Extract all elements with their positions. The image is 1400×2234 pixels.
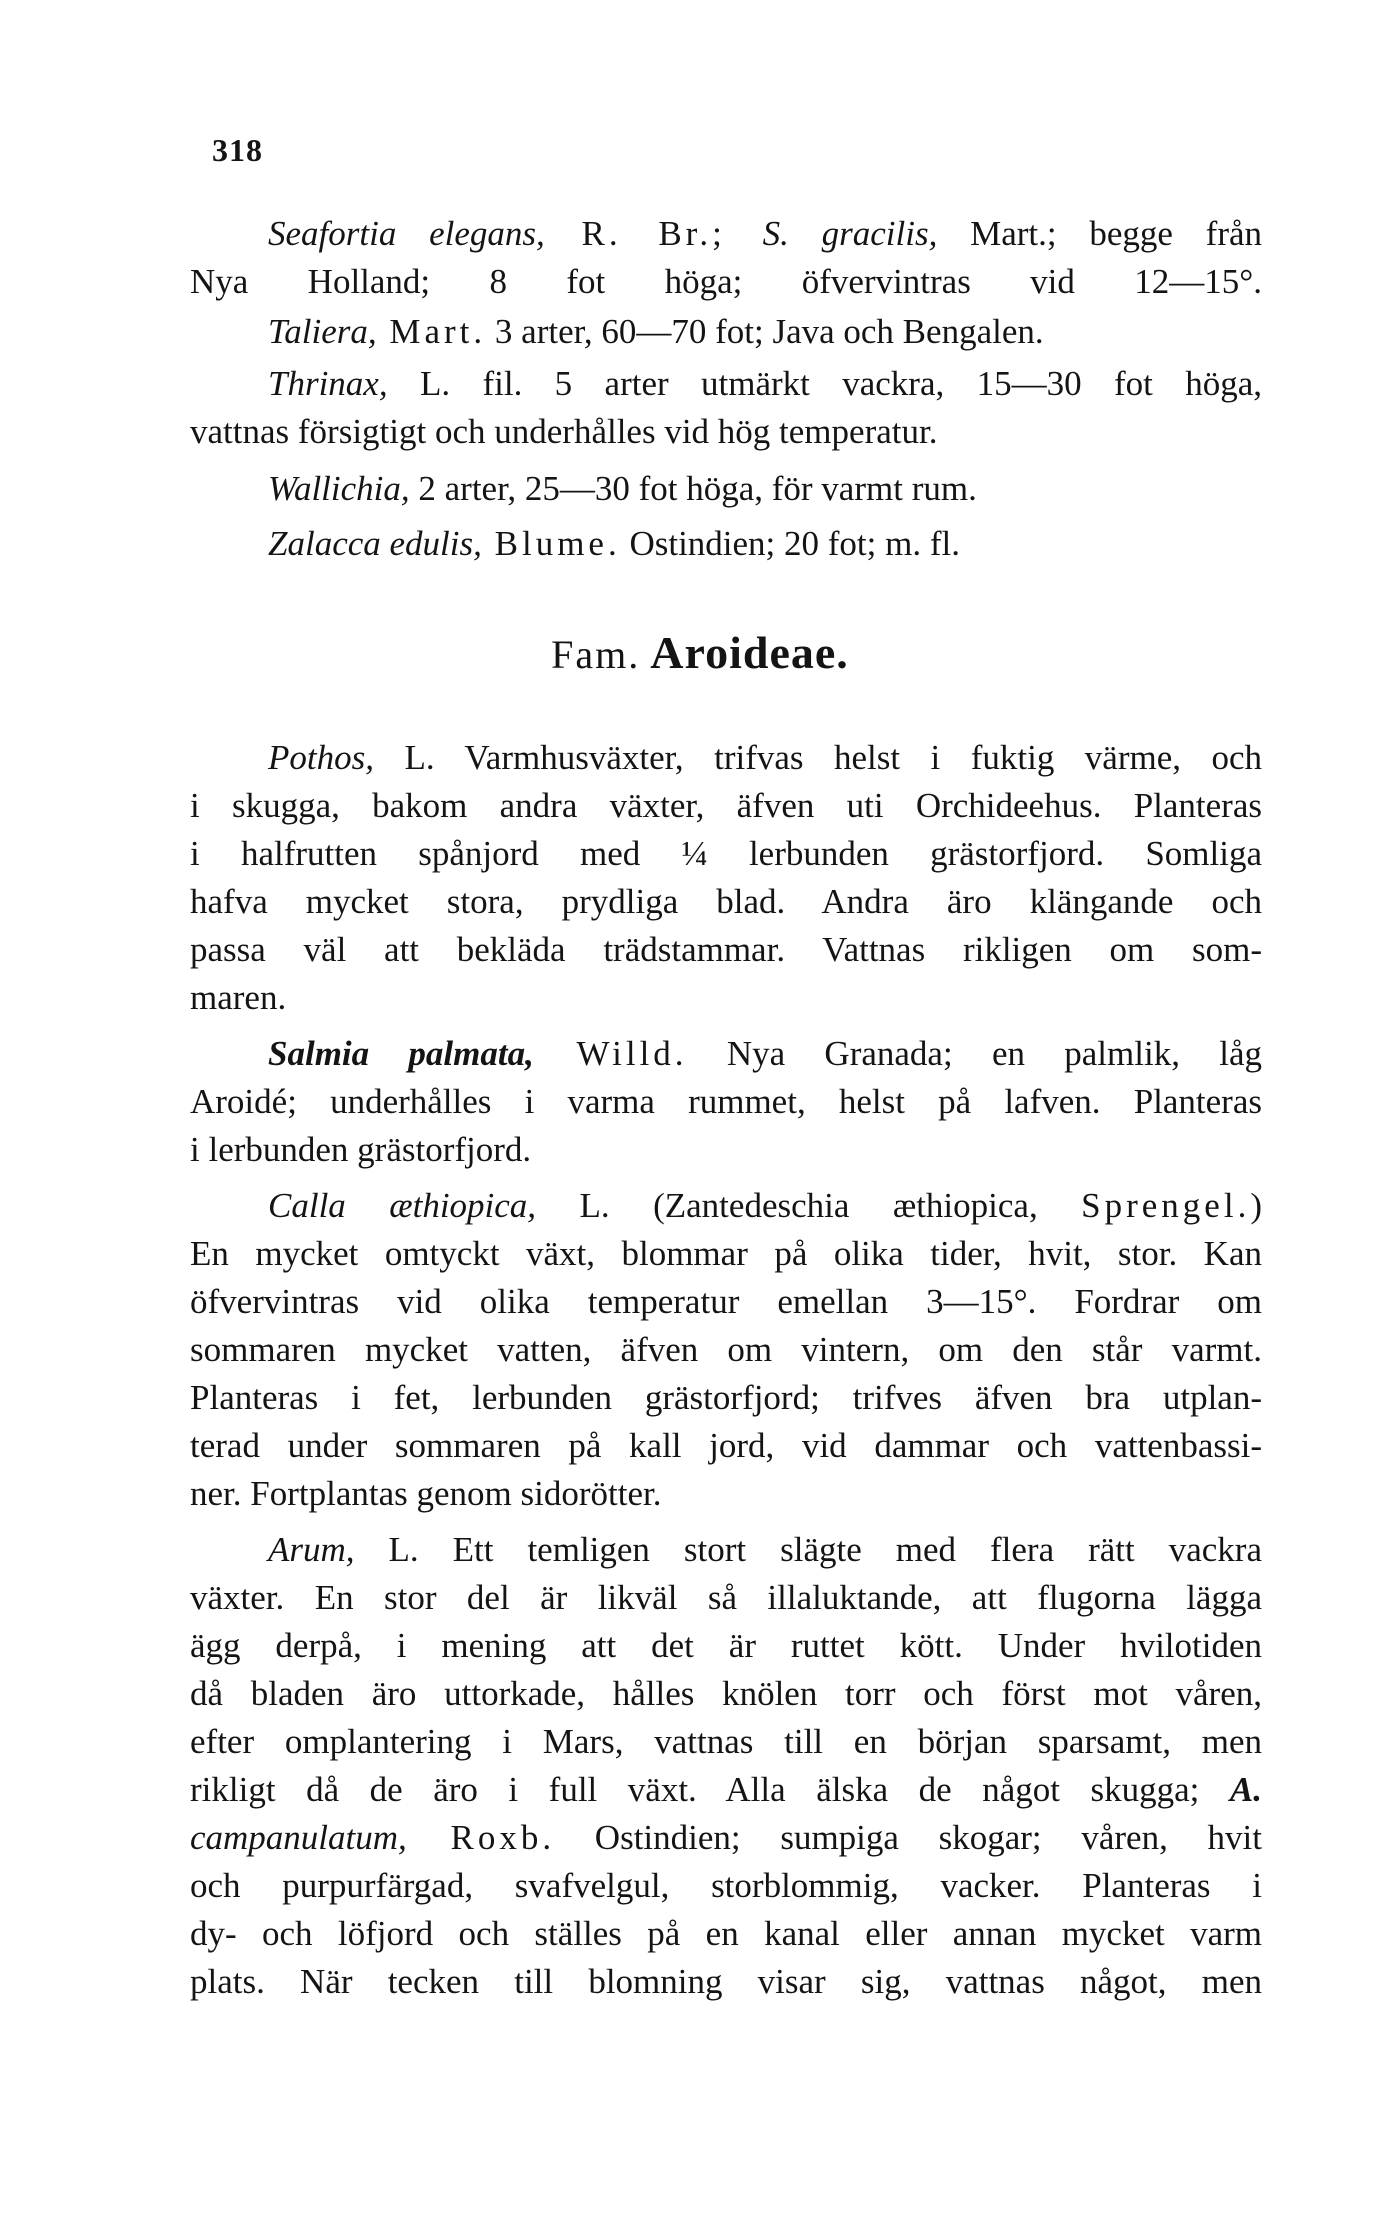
text-line: växter. En stor del är likväl så illaluktande, att flugorna lägga (190, 1578, 1262, 1617)
text-line (190, 1030, 1262, 1078)
genus-abbreviation: A. (1229, 1770, 1262, 1809)
line-text: Ostindien; sumpiga skogar; våren, hvit (555, 1818, 1262, 1857)
text-line: öfvervintras vid olika temperatur emellan 3—15°. Fordrar om (190, 1282, 1262, 1321)
genus-name: Thrinax, (268, 364, 388, 403)
species-name: Zalacca edulis, (268, 524, 482, 563)
text-line (190, 1814, 1262, 1862)
line-text: Ostindien; 20 fot; m. fl. (620, 524, 960, 563)
text-line (190, 308, 1262, 356)
text-line: och purpurfärgad, svafvelgul, storblommig, vacker. Planteras i (190, 1866, 1262, 1905)
line-text: Mart.; begge från (937, 214, 1262, 253)
text-line: i skugga, bakom andra växter, äfven uti Orchideehus. Planteras (190, 786, 1262, 825)
text-line: dy- och löfjord och ställes på en kanal eller annan mycket varm (190, 1914, 1262, 1953)
text-line: Planteras i fet, lerbunden grästorfjord; trifves äfven bra utplan- (190, 1378, 1262, 1417)
family-heading (0, 628, 1400, 680)
line-text: rikligt då de äro i full växt. Alla älska de något skugga; (190, 1770, 1230, 1809)
text-line: En mycket omtyckt växt, blommar på olika tider, hvit, stor. Kan (190, 1234, 1262, 1273)
text-line (190, 360, 1262, 408)
genus-name: Arum, (268, 1530, 355, 1569)
genus-name: Wallichia, (268, 469, 410, 508)
text-line: ner. Fortplantas genom sidorötter. (190, 1474, 662, 1513)
text-line: vattnas försigtigt och underhålles vid hög temperatur. (190, 412, 938, 451)
species-name: Calla æthiopica, (268, 1186, 537, 1225)
page-number: 318 (212, 132, 263, 168)
text-line: hafva mycket stora, prydliga blad. Andra äro klängande och (190, 882, 1262, 921)
author: Sprengel. (1081, 1186, 1251, 1225)
text-line (190, 734, 1262, 782)
text-line (190, 210, 1262, 258)
author: R. Br.; (544, 214, 763, 253)
author: Mart. (376, 312, 487, 351)
species-name: S. gracilis, (762, 214, 938, 253)
genus-name: Taliera, (268, 312, 377, 351)
line-text: L. (Zantedeschia æthiopica, (536, 1186, 1082, 1225)
text-line (190, 1766, 1262, 1814)
text-line: Nya Holland; 8 fot höga; öfvervintras vid 12—15°. (190, 262, 1262, 301)
text-line (190, 465, 1262, 513)
text-line (190, 520, 1262, 568)
author: Blume. (481, 524, 621, 563)
line-text: L. Varmhusväxter, trifvas helst i fuktig värme, och (373, 738, 1262, 777)
species-epithet: campanulatum, (190, 1818, 407, 1857)
text-line: maren. (190, 978, 287, 1017)
text-line (190, 1182, 1262, 1230)
text-line: i lerbunden grästorfjord. (190, 1130, 532, 1169)
text-line: terad under sommaren på kall jord, vid dammar och vattenbassi- (190, 1426, 1262, 1465)
species-name: Seafortia elegans, (268, 214, 545, 253)
line-text: 3 arter, 60—70 fot; Java och Bengalen. (486, 312, 1044, 351)
genus-name: Pothos, (268, 738, 374, 777)
text-line: då bladen äro uttorkade, hålles knölen torr och först mot våren, (190, 1674, 1262, 1713)
text-line (190, 1526, 1262, 1574)
text-line: sommaren mycket vatten, äfven om vintern, om den står varmt. (190, 1330, 1262, 1369)
text-line: passa väl att bekläda trädstammar. Vattnas rikligen om som- (190, 930, 1262, 969)
line-text: L. Ett temligen stort slägte med flera rätt vackra (354, 1530, 1262, 1569)
line-text: 2 arter, 25—30 fot höga, för varmt rum. (409, 469, 977, 508)
text-line: Aroidé; underhålles i varma rummet, helst på lafven. Planteras (190, 1082, 1262, 1121)
species-name: Salmia palmata, (268, 1034, 534, 1073)
text-line: efter omplantering i Mars, vattnas till en början sparsamt, men (190, 1722, 1262, 1761)
family-label: Fam. (551, 632, 641, 677)
line-text: L. fil. 5 arter utmärkt vackra, 15—30 fot höga, (387, 364, 1262, 403)
family-name: Aroideae. (650, 627, 849, 678)
author: Willd. (533, 1034, 688, 1073)
text-line: plats. När tecken till blomning visar sig, vattnas något, men (190, 1962, 1262, 2001)
text-line: ägg derpå, i mening att det är ruttet kött. Under hvilotiden (190, 1626, 1262, 1665)
author: Roxb. (406, 1818, 556, 1857)
text-line: i halfrutten spånjord med ¼ lerbunden grästorfjord. Somliga (190, 834, 1262, 873)
line-text: Nya Granada; en palmlik, låg (687, 1034, 1262, 1073)
line-text: ) (1250, 1186, 1262, 1225)
